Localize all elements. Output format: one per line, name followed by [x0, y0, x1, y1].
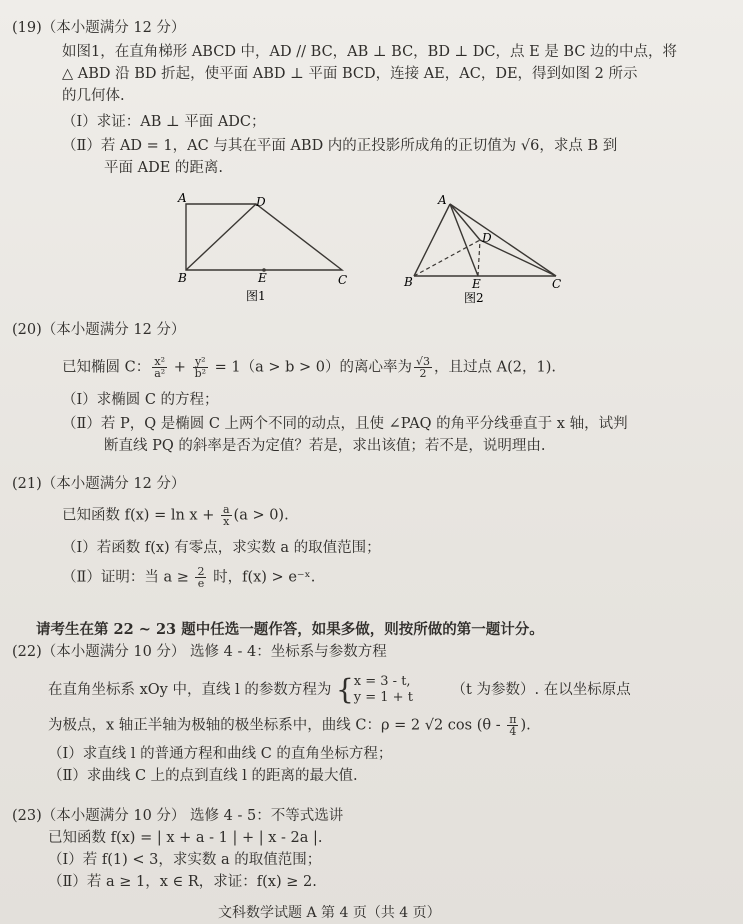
page-footer: 文科数学试题 A 第 4 页（共 4 页）	[218, 905, 441, 921]
figure-2	[400, 190, 580, 310]
fig1-label-a: A	[178, 191, 187, 205]
q20-heading: (20)（本小题满分 12 分）	[12, 322, 186, 338]
q23-heading: (23)（本小题满分 10 分） 选修 4 - 5：不等式选讲	[12, 808, 344, 824]
q19-part2-cont: 平面 ADE 的距离.	[104, 160, 224, 176]
q19-part2: （Ⅱ）若 AD = 1，AC 与其在平面 ABD 内的正投影所成角的正切值为 √6，求点 B 到	[62, 138, 618, 154]
q20-part2: （Ⅱ）若 P，Q 是椭圆 C 上两个不同的动点，且使 ∠PAQ 的角平分线垂直于 x 轴，试判	[62, 416, 628, 432]
fig1-label-b: B	[178, 271, 187, 285]
fig1-label-e: E	[258, 271, 267, 285]
q21-line1: 已知函数 f(x) = ln x + $\frac{a}{x}$ (a > 0).	[62, 503, 289, 528]
q23-part1: （Ⅰ）若 f(1) < 3，求实数 a 的取值范围；	[48, 852, 322, 868]
q23-part2: （Ⅱ）若 a ≥ 1，x ∈ R，求证：f(x) ≥ 2.	[48, 874, 317, 890]
q22-part2: （Ⅱ）求曲线 C 上的点到直线 l 的距离的最大值.	[48, 768, 358, 784]
q19-heading: (19)（本小题满分 12 分）	[12, 20, 186, 36]
fig2-label-b: B	[404, 275, 413, 289]
q21-frac: $\frac{a}{x}$	[222, 503, 230, 528]
q22-heading: (22)（本小题满分 10 分） 选修 4 - 4：坐标系与参数方程	[12, 644, 387, 660]
q20-part2-cont: 断直线 PQ 的斜率是否为定值？若是，求出该值；若不是，说明理由.	[104, 438, 546, 454]
q20-frac-y: $\frac{\text{y²}}{\text{b²}}$	[194, 355, 207, 380]
q22-line1: 在直角坐标系 xOy 中，直线 l 的参数方程为 { x = 3 - t, y = 1 + t （t 为参数）. 在以坐标原点	[48, 673, 631, 706]
fig1-label-c: C	[338, 273, 348, 287]
q23-line1: 已知函数 f(x) = | x + a - 1 | + | x - 2a |.	[48, 830, 323, 846]
q22-line2: 为极点，x 轴正半轴为极轴的极坐标系中，曲线 C：ρ = 2 √2 cos (θ - $\frac{\pi}{4}$ ).	[48, 713, 531, 738]
q21-part1: （Ⅰ）若函数 f(x) 有零点，求实数 a 的取值范围；	[62, 540, 381, 556]
q19-line1: 如图1，在直角梯形 ABCD 中，AD // BC，AB ⊥ BC，BD ⊥ DC，点 E 是 BC 边的中点，将	[62, 44, 678, 60]
selection-notice: 请考生在第 22 ~ 23 题中任选一题作答，如果多做，则按所做的第一题计分。	[36, 621, 544, 638]
q20-part1: （Ⅰ）求椭圆 C 的方程；	[62, 392, 219, 408]
q20-line1: 已知椭圆 C： $\frac{\text{x²}}{\text{a²}}$ + $\frac{\text{y²}}{\text{b²}}$ = 1（a > b > 0）的离心率为 $\frac{√3}{2}$ ，且过点 A(2，1).	[62, 355, 556, 380]
q21-part2: （Ⅱ）证明：当 a ≥ $\frac{2}{e}$ 时，f(x) > e⁻ˣ.	[62, 565, 316, 590]
fig2-caption: 图2	[464, 291, 484, 305]
fig2-label-d: D	[482, 231, 492, 245]
q19-line3: 的几何体.	[62, 88, 125, 104]
q20-frac-x: $\frac{\text{x²}}{\text{a²}}$	[154, 355, 166, 380]
q20-eccentricity: $\frac{√3}{2}$	[416, 355, 431, 380]
fig2-label-c: C	[552, 277, 562, 291]
fig2-label-a: A	[438, 193, 447, 207]
q21-heading: (21)（本小题满分 12 分）	[12, 476, 186, 492]
q19-line2: △ ABD 沿 BD 折起，使平面 ABD ⊥ 平面 BCD，连接 AE，AC，DE，得到如图 2 所示	[62, 66, 638, 82]
fig2-label-e: E	[472, 277, 481, 291]
q22-param-system: x = 3 - t, y = 1 + t	[353, 674, 413, 705]
q21-frac-2e: $\frac{2}{e}$	[197, 565, 205, 590]
q22-part1: （Ⅰ）求直线 l 的普通方程和曲线 C 的直角坐标方程；	[48, 746, 393, 762]
q22-frac-pi4: $\frac{\pi}{4}$	[509, 713, 517, 738]
figure-1	[170, 190, 370, 310]
q19-part1: （Ⅰ）求证：AB ⊥ 平面 ADC；	[62, 114, 266, 130]
fig1-caption: 图1	[246, 289, 266, 303]
fig1-label-d: D	[256, 195, 266, 209]
